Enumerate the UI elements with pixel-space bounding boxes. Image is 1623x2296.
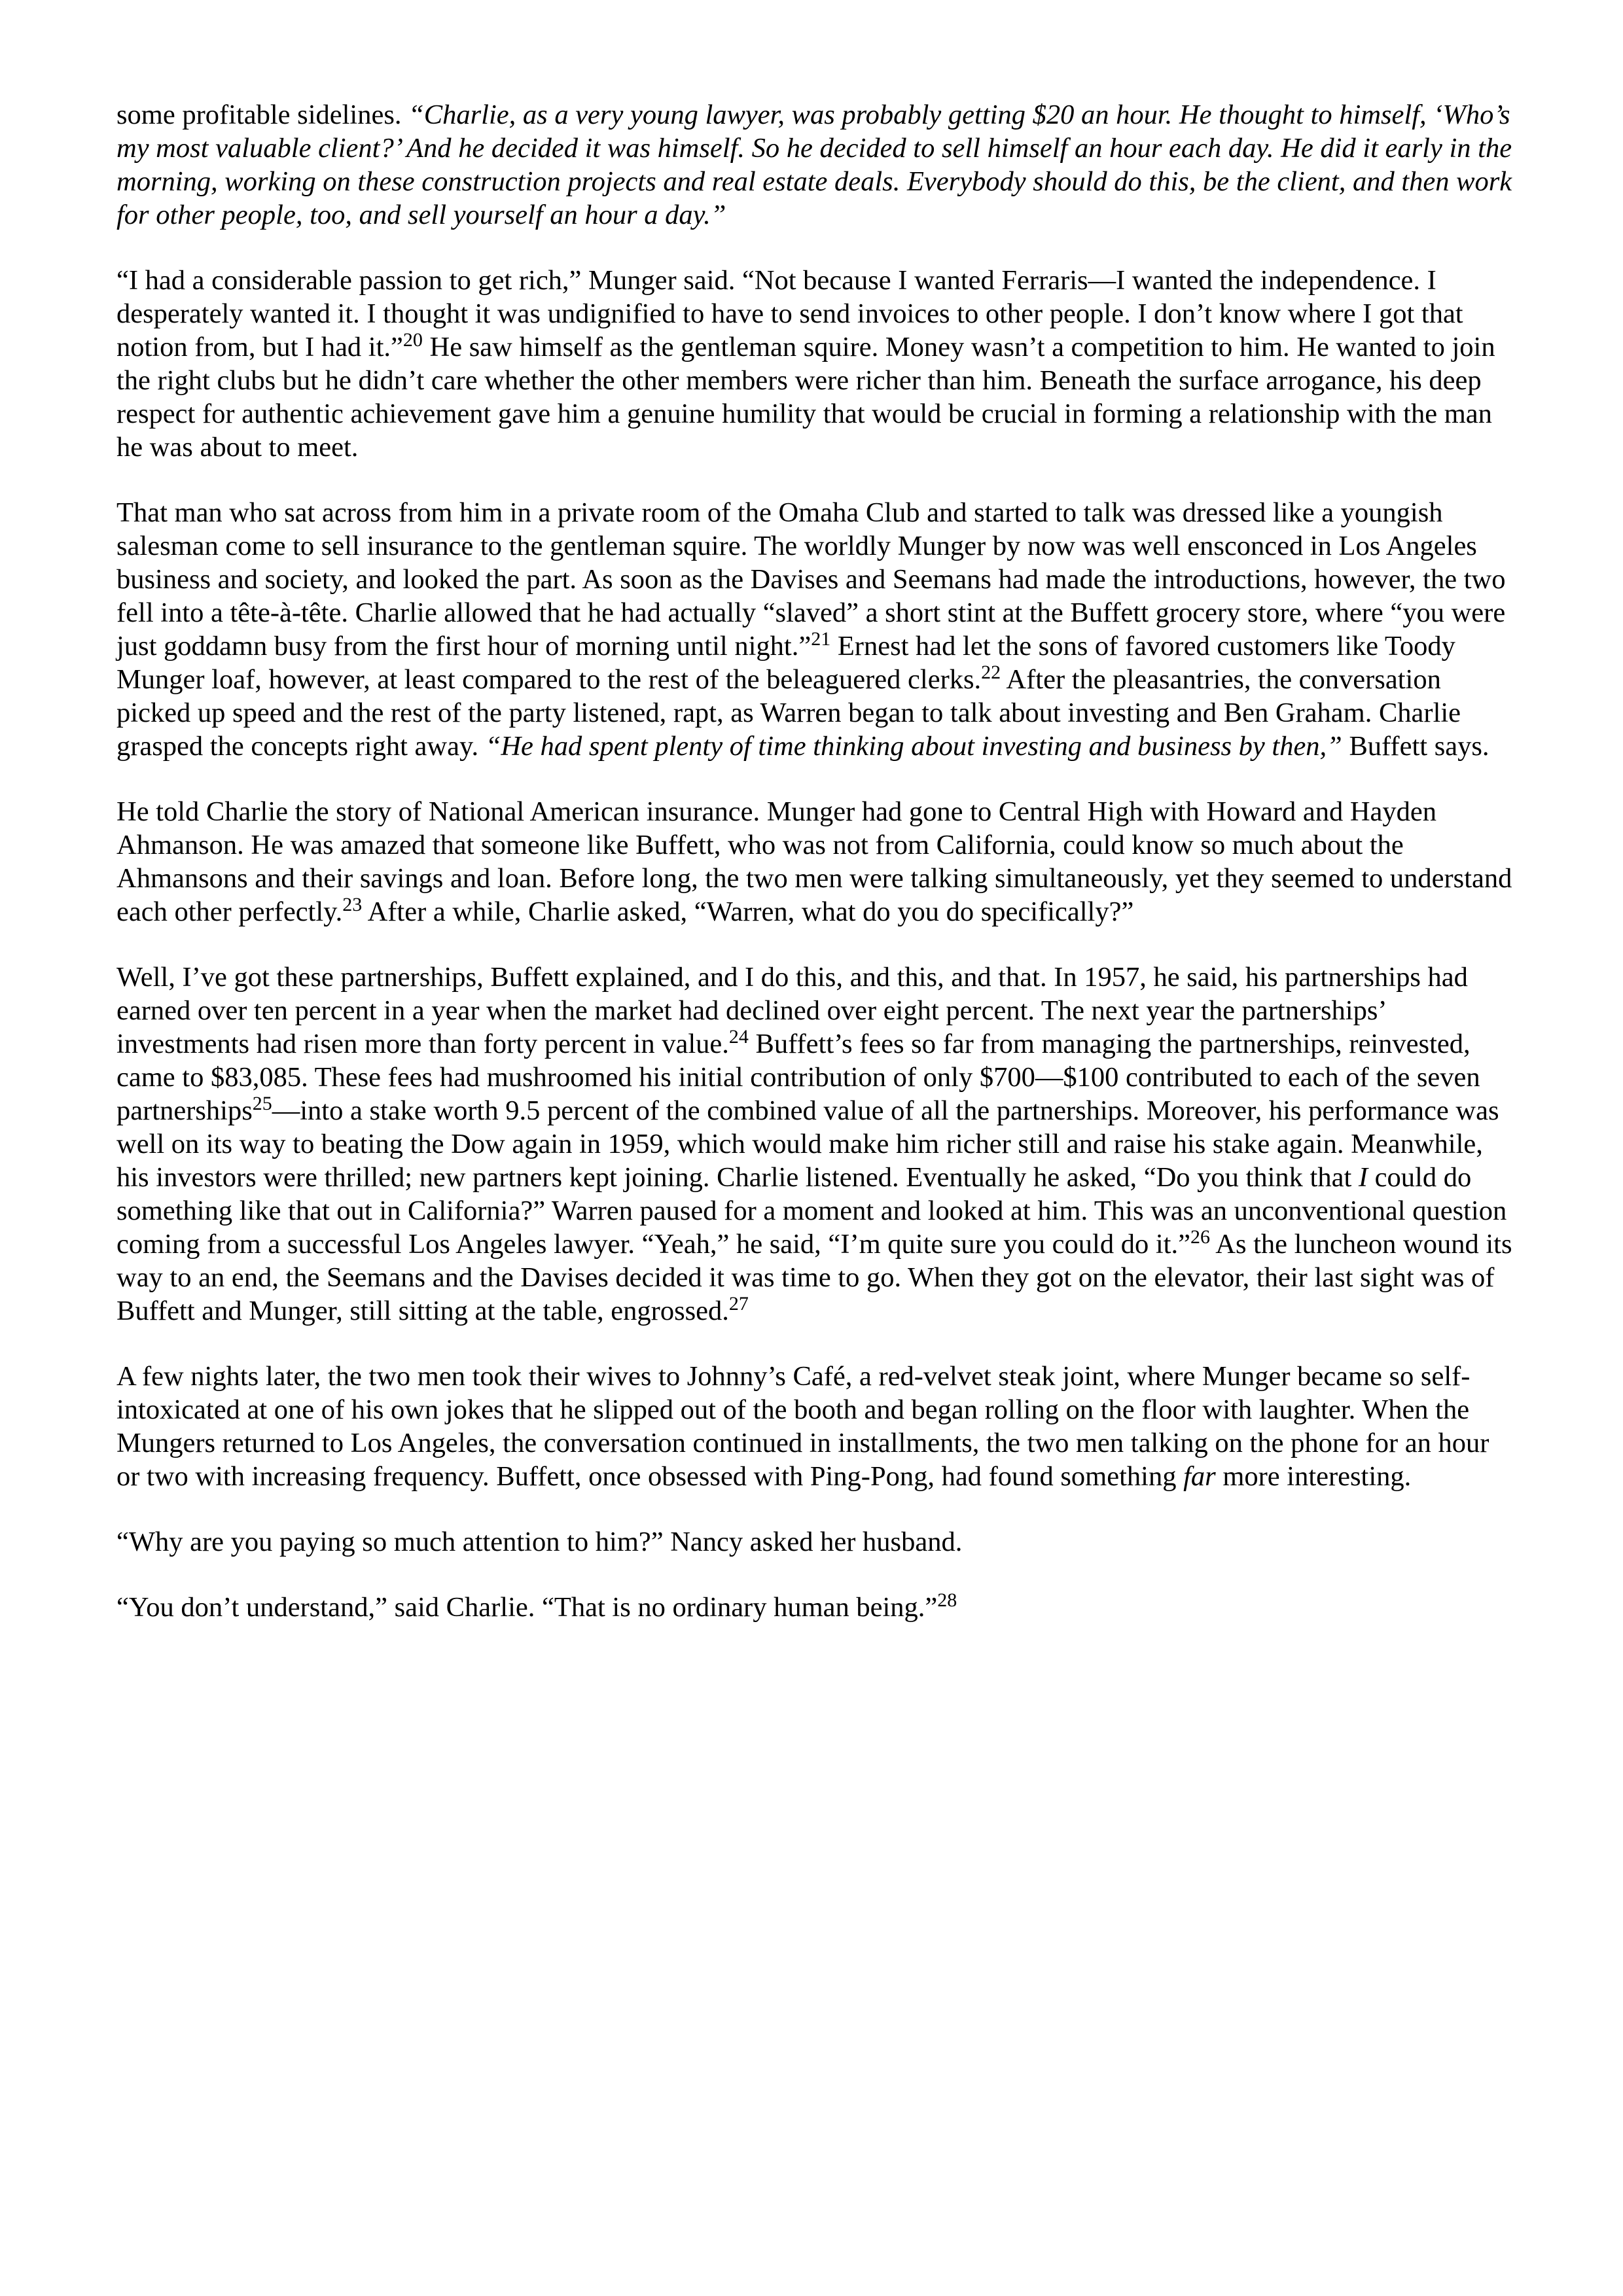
footnote-marker: 22: [981, 662, 1001, 683]
paragraph-text: —into a stake worth 9.5 percent of the combined value of all the partnerships. Moreover, his performance was well on its way to beating the Dow again in 1959, which would make him richer still and raise his stake again. Meanwhile, his investors were thrilled; new partners kept joining. Charlie listened. Eventually he asked, “Do you think that: [116, 1095, 1499, 1193]
paragraph-text: some profitable sidelines.: [116, 99, 409, 130]
paragraph-text: Buffett’s fees so far from managing the partnerships, reinvested, came to $83,085. These fees had mushroomed his initial contribution of only $700—$100 contributed to each of the seven partnerships: [116, 1029, 1480, 1126]
body-paragraph: [116, 961, 1517, 1328]
footnote-marker: 27: [728, 1293, 749, 1315]
footnote-marker: 25: [252, 1093, 272, 1114]
footnote-marker: 24: [728, 1026, 749, 1048]
paragraph-text: A few nights later, the two men took their wives to Johnny’s Café, a red-velvet steak joint, where Munger became so self-intoxicated at one of his own jokes that he slipped out of the booth and began rolling on the floor with laughter. When the Mungers returned to Los Angeles, the conversation continued in installments, the two men talking on the phone for an hour or two with increasing frequency. Buffett, once obsessed with Ping-Pong, had found something: [116, 1361, 1489, 1492]
paragraph-text: That man who sat across from him in a private room of the Omaha Club and started to talk was dressed like a youngish salesman come to sell insurance to the gentleman squire. The worldly Munger by now was well ensconced in Los Angeles business and society, and looked the part. As soon as the Davises and Seemans had made the introductions, however, the two fell into a tête-à-tête. Charlie allowed that he had actually “slaved” a short stint at the Buffett grocery store, where “you were just goddamn busy from the first hour of morning until night.”: [116, 497, 1506, 662]
paragraph-text: Well, I’ve got these partnerships, Buffett explained, and I do this, and this, and that. In 1957, he said, his partnerships had earned over ten percent in a year when the market had declined over eight percent. The next year the partnerships’ investments had risen more than forty percent in value.: [116, 962, 1468, 1059]
footnote-marker: 26: [1190, 1226, 1210, 1248]
footnote-marker: 20: [402, 329, 423, 351]
paragraph-text: more interesting.: [1215, 1461, 1412, 1492]
document-page: [116, 98, 1517, 1656]
body-paragraph: [116, 795, 1517, 928]
italic-text: far: [1183, 1461, 1216, 1492]
paragraph-text: “Why are you paying so much attention to him?” Nancy asked her husband.: [116, 1527, 963, 1557]
footnote-marker: 28: [937, 1589, 957, 1611]
body-paragraph: [116, 1591, 1517, 1624]
paragraph-text: He told Charlie the story of National American insurance. Munger had gone to Central High with Howard and Hayden Ahmanson. He was amazed that someone like Buffett, who was not from California, could know so much about the Ahmansons and their savings and loan. Before long, the two men were talking simultaneously, yet they seemed to understand each other perfectly.: [116, 796, 1512, 927]
paragraph-text: Ernest had let the sons of favored customers like Toody Munger loaf, however, at least compared to the rest of the beleaguered clerks.: [116, 631, 1455, 695]
paragraph-text: As the luncheon wound its way to an end, the Seemans and the Davises decided it was time to go. When they got on the elevator, their last sight was of Buffett and Munger, still sitting at the table, engrossed.: [116, 1229, 1512, 1326]
paragraph-text: After a while, Charlie asked, “Warren, what do you do specifically?”: [362, 896, 1134, 927]
paragraph-text: He saw himself as the gentleman squire. Money wasn’t a competition to him. He wanted to join the right clubs but he didn’t care whether the other members were richer than him. Beneath the surface arrogance, his deep respect for authentic achievement gave him a genuine humility that would be crucial in forming a relationship with the man he was about to meet.: [116, 332, 1495, 463]
body-paragraph: [116, 496, 1517, 763]
italic-text: “Charlie, as a very young lawyer, was probably getting $20 an hour. He thought to himself, ‘Who’s my most valuable client?’ And he decided it was himself. So he decided to sell himself an hour each day. He did it early in the morning, working on these construction projects and real estate deals. Everybody should do this, be the client, and then work for other people, too, and sell yourself an hour a day.”: [116, 99, 1512, 230]
body-paragraph: [116, 98, 1517, 232]
body-paragraph: [116, 1360, 1517, 1493]
paragraph-text: “I had a considerable passion to get rich,” Munger said. “Not because I wanted Ferraris—I wanted the independence. I desperately wanted it. I thought it was undignified to have to send invoices to other people. I don’t know where I got that notion from, but I had it.”: [116, 265, 1463, 362]
paragraph-text: could do something like that out in California?” Warren paused for a moment and looked at him. This was an unconventional question coming from a successful Los Angeles lawyer. “Yeah,” he said, “I’m quite sure you could do it.”: [116, 1162, 1507, 1260]
paragraph-text: After the pleasantries, the conversation picked up speed and the rest of the party listened, rapt, as Warren began to talk about investing and Ben Graham. Charlie grasped the concepts right away.: [116, 664, 1461, 762]
italic-text: “He had spent plenty of time thinking about investing and business by then,”: [485, 731, 1342, 762]
footnote-marker: 21: [811, 628, 831, 650]
paragraph-text: Buffett says.: [1342, 731, 1489, 762]
paragraph-text: “You don’t understand,” said Charlie. “That is no ordinary human being.”: [116, 1592, 938, 1623]
body-paragraph: [116, 1525, 1517, 1559]
footnote-marker: 23: [342, 894, 363, 915]
body-paragraph: [116, 264, 1517, 464]
italic-text: I: [1358, 1162, 1368, 1193]
